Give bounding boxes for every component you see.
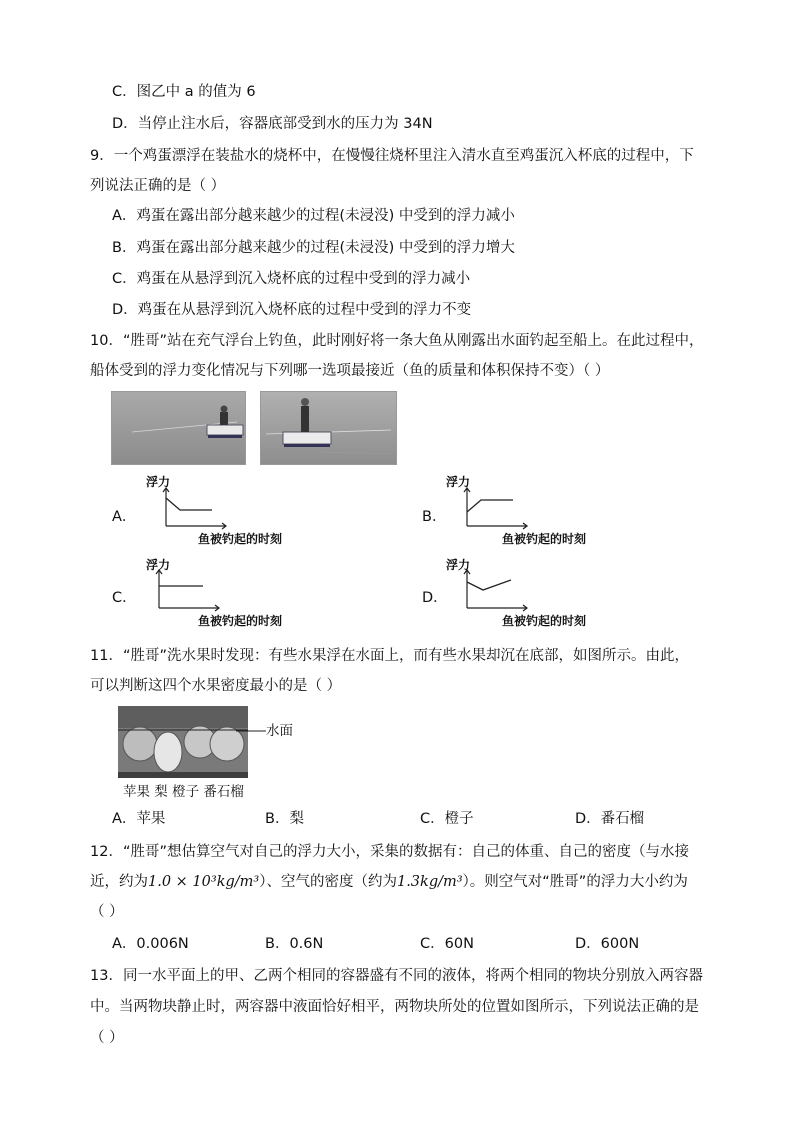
q12-option-b[interactable]: B．0.6N [265, 936, 324, 952]
q12-stem-text-a: 近，约为 [90, 874, 148, 890]
q10-stem-line1: 10．“胜哥”站在充气浮台上钓鱼，此时刚好将一条大鱼从刚露出水面钓起至船上。在此过程中， [90, 333, 704, 349]
q12-stem-line1: 12．“胜哥”想估算空气对自己的浮力大小，采集的数据有：自己的体重、自己的密度（与水接 [90, 844, 689, 860]
q10-graph-b-curve [467, 500, 513, 512]
fruit-photo [118, 706, 248, 778]
q10-option-d[interactable]: D． [422, 590, 448, 606]
q9-stem-line1: 9．一个鸡蛋漂浮在装盐水的烧杯中，在慢慢往烧杯里注入清水直至鸡蛋沉入杯底的过程中，下 [90, 148, 694, 164]
q13-stem-line1: 13．同一水平面上的甲、乙两个相同的容器盛有不同的液体，将两个相同的物块分别放入两容器 [90, 968, 703, 984]
q12-option-c[interactable]: C．60N [420, 936, 474, 952]
q11-option-a[interactable]: A．苹果 [112, 811, 166, 827]
q10-graph-d-y-label: 浮力 [446, 558, 471, 572]
water-level-line [236, 729, 266, 733]
fruit-photo-drawing [118, 706, 248, 778]
q11-stem-line1: 11．“胜哥”洗水果时发现：有些水果浮在水面上，而有些水果却沉在底部，如图所示。由此， [90, 648, 689, 664]
q10-stem-line2: 船体受到的浮力变化情况与下列哪一选项最接近（鱼的质量和体积保持不变）（ ） [90, 363, 610, 379]
q10-graph-d [461, 570, 531, 612]
q10-graph-c [153, 570, 223, 612]
q10-graph-c-y-label: 浮力 [146, 558, 171, 572]
q9-stem-line2: 列说法正确的是（ ） [90, 178, 226, 194]
q12-stem-text-b: ）、空气的密度（约为 [259, 874, 397, 890]
q10-option-c[interactable]: C． [112, 590, 137, 606]
q9-option-b[interactable]: B．鸡蛋在露出部分越来越少的过程(未浸没) 中受到的浮力增大 [112, 240, 515, 256]
q10-graph-a-curve [166, 498, 212, 510]
q10-graph-b-x-label: 鱼被钓起的时刻 [502, 532, 587, 546]
fishing-photo-1 [111, 391, 246, 465]
q12-stem-text-c: ）。则空气对“胜哥”的浮力大小约为 [462, 874, 688, 890]
fishing-photo-1-drawing [112, 392, 245, 464]
q11-option-d[interactable]: D．番石榴 [575, 811, 645, 827]
q13-stem-line2: 中。当两物块静止时，两容器中液面恰好相平，两物块所处的位置如图所示，下列说法正确的是 [90, 999, 699, 1015]
q10-graph-a-x-label: 鱼被钓起的时刻 [198, 532, 283, 546]
q10-graph-a-y-label: 浮力 [146, 475, 171, 489]
q10-option-b[interactable]: B． [422, 509, 447, 525]
q10-graph-a [160, 488, 230, 530]
q12-stem-line3: （ ） [90, 904, 124, 920]
water-density-formula: 1.0 × 10³kg/m³ [148, 874, 260, 890]
q13-stem-line3: （ ） [90, 1030, 124, 1046]
q8-option-c[interactable]: C．图乙中 a 的值为 6 [112, 84, 256, 100]
q10-graph-c-x-label: 鱼被钓起的时刻 [198, 614, 283, 628]
fruit-labels: 苹果 梨 橙子 番石榴 [123, 784, 244, 800]
q10-option-a[interactable]: A． [112, 509, 137, 525]
air-density-formula: 1.3kg/m³ [396, 874, 463, 890]
q11-stem-line2: 可以判断这四个水果密度最小的是（ ） [90, 678, 342, 694]
q11-option-b[interactable]: B．梨 [265, 811, 304, 827]
q10-graph-d-curve [467, 580, 511, 590]
q9-option-a[interactable]: A．鸡蛋在露出部分越来越少的过程(未浸没) 中受到的浮力减小 [112, 208, 515, 224]
fishing-photo-2-drawing [261, 392, 396, 464]
q12-option-a[interactable]: A．0.006N [112, 936, 189, 952]
q11-option-c[interactable]: C．橙子 [420, 811, 474, 827]
q12-option-d[interactable]: D．600N [575, 936, 640, 952]
q9-option-d[interactable]: D．鸡蛋在从悬浮到沉入烧杯底的过程中受到的浮力不变 [112, 302, 472, 318]
q12-stem-line2 [90, 872, 688, 892]
water-surface-label: 水面 [266, 723, 293, 739]
q8-option-d[interactable]: D．当停止注水后，容器底部受到水的压力为 34N [112, 116, 433, 132]
fishing-photo-2 [260, 391, 397, 465]
q10-graph-b [461, 488, 531, 530]
q10-graph-b-y-label: 浮力 [446, 475, 471, 489]
q10-graph-d-x-label: 鱼被钓起的时刻 [502, 614, 587, 628]
q9-option-c[interactable]: C．鸡蛋在从悬浮到沉入烧杯底的过程中受到的浮力减小 [112, 271, 471, 287]
